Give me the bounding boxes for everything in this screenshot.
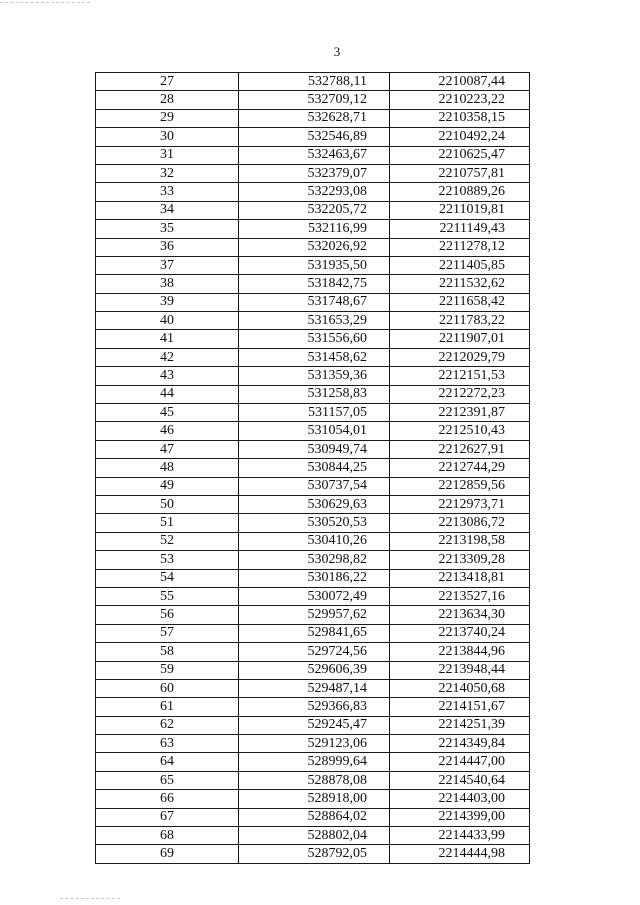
y-coordinate-cell: 2214447,00 <box>390 753 530 771</box>
point-number-cell: 33 <box>96 183 239 201</box>
table-row <box>96 367 530 385</box>
x-coordinate-cell: 529957,62 <box>239 606 390 624</box>
x-coordinate-cell: 528999,64 <box>239 753 390 771</box>
y-coordinate-cell: 2211907,01 <box>390 330 530 348</box>
x-coordinate-cell: 531458,62 <box>239 348 390 366</box>
y-coordinate-cell: 2212151,53 <box>390 367 530 385</box>
point-number-cell: 54 <box>96 569 239 587</box>
point-number-cell: 45 <box>96 404 239 422</box>
x-coordinate-cell: 530949,74 <box>239 440 390 458</box>
x-coordinate-cell: 531935,50 <box>239 256 390 274</box>
y-coordinate-cell: 2213740,24 <box>390 624 530 642</box>
table-row <box>96 532 530 550</box>
x-coordinate-cell: 529841,65 <box>239 624 390 642</box>
point-number-cell: 43 <box>96 367 239 385</box>
x-coordinate-cell: 528864,02 <box>239 808 390 826</box>
y-coordinate-cell: 2212744,29 <box>390 459 530 477</box>
y-coordinate-cell: 2214433,99 <box>390 827 530 845</box>
table-row <box>96 735 530 753</box>
y-coordinate-cell: 2212627,91 <box>390 440 530 458</box>
table-row <box>96 495 530 513</box>
point-number-cell: 59 <box>96 661 239 679</box>
point-number-cell: 29 <box>96 109 239 127</box>
y-coordinate-cell: 2214444,98 <box>390 845 530 863</box>
x-coordinate-cell: 532116,99 <box>239 220 390 238</box>
y-coordinate-cell: 2213634,30 <box>390 606 530 624</box>
y-coordinate-cell: 2212973,71 <box>390 495 530 513</box>
x-coordinate-cell: 529606,39 <box>239 661 390 679</box>
x-coordinate-cell: 532628,71 <box>239 109 390 127</box>
table-row <box>96 422 530 440</box>
table-row <box>96 109 530 127</box>
point-number-cell: 35 <box>96 220 239 238</box>
table-row <box>96 183 530 201</box>
point-number-cell: 68 <box>96 827 239 845</box>
table-row <box>96 643 530 661</box>
y-coordinate-cell: 2212029,79 <box>390 348 530 366</box>
x-coordinate-cell: 531157,05 <box>239 404 390 422</box>
point-number-cell: 42 <box>96 348 239 366</box>
table-row <box>96 551 530 569</box>
x-coordinate-cell: 530629,63 <box>239 495 390 513</box>
point-number-cell: 63 <box>96 735 239 753</box>
x-coordinate-cell: 530072,49 <box>239 587 390 605</box>
table-row <box>96 808 530 826</box>
table-row <box>96 698 530 716</box>
x-coordinate-cell: 529487,14 <box>239 679 390 697</box>
x-coordinate-cell: 532546,89 <box>239 128 390 146</box>
point-number-cell: 65 <box>96 771 239 789</box>
x-coordinate-cell: 532379,07 <box>239 164 390 182</box>
table-row <box>96 220 530 238</box>
point-number-cell: 36 <box>96 238 239 256</box>
y-coordinate-cell: 2210223,22 <box>390 91 530 109</box>
x-coordinate-cell: 532788,11 <box>239 73 390 91</box>
table-row <box>96 790 530 808</box>
x-coordinate-cell: 529123,06 <box>239 735 390 753</box>
scan-artifact-top <box>0 2 90 3</box>
point-number-cell: 62 <box>96 716 239 734</box>
x-coordinate-cell: 530186,22 <box>239 569 390 587</box>
point-number-cell: 49 <box>96 477 239 495</box>
x-coordinate-cell: 531748,67 <box>239 293 390 311</box>
table-row <box>96 238 530 256</box>
point-number-cell: 31 <box>96 146 239 164</box>
point-number-cell: 60 <box>96 679 239 697</box>
point-number-cell: 44 <box>96 385 239 403</box>
x-coordinate-cell: 529724,56 <box>239 643 390 661</box>
table-row <box>96 459 530 477</box>
point-number-cell: 48 <box>96 459 239 477</box>
point-number-cell: 30 <box>96 128 239 146</box>
point-number-cell: 56 <box>96 606 239 624</box>
y-coordinate-cell: 2210625,47 <box>390 146 530 164</box>
table-row <box>96 256 530 274</box>
x-coordinate-cell: 529245,47 <box>239 716 390 734</box>
x-coordinate-cell: 531054,01 <box>239 422 390 440</box>
x-coordinate-cell: 530298,82 <box>239 551 390 569</box>
point-number-cell: 32 <box>96 164 239 182</box>
point-number-cell: 69 <box>96 845 239 863</box>
y-coordinate-cell: 2211658,42 <box>390 293 530 311</box>
y-coordinate-cell: 2213418,81 <box>390 569 530 587</box>
point-number-cell: 67 <box>96 808 239 826</box>
point-number-cell: 50 <box>96 495 239 513</box>
table-row <box>96 827 530 845</box>
y-coordinate-cell: 2214251,39 <box>390 716 530 734</box>
y-coordinate-cell: 2212391,87 <box>390 404 530 422</box>
x-coordinate-cell: 532026,92 <box>239 238 390 256</box>
y-coordinate-cell: 2213844,96 <box>390 643 530 661</box>
x-coordinate-cell: 528802,04 <box>239 827 390 845</box>
x-coordinate-cell: 530410,26 <box>239 532 390 550</box>
table-row <box>96 440 530 458</box>
table-row <box>96 164 530 182</box>
table-row <box>96 385 530 403</box>
y-coordinate-cell: 2210492,24 <box>390 128 530 146</box>
y-coordinate-cell: 2211405,85 <box>390 256 530 274</box>
point-number-cell: 57 <box>96 624 239 642</box>
point-number-cell: 47 <box>96 440 239 458</box>
y-coordinate-cell: 2213198,58 <box>390 532 530 550</box>
y-coordinate-cell: 2214349,84 <box>390 735 530 753</box>
coordinates-table <box>95 72 530 864</box>
y-coordinate-cell: 2210087,44 <box>390 73 530 91</box>
point-number-cell: 28 <box>96 91 239 109</box>
table-row <box>96 330 530 348</box>
table-row <box>96 753 530 771</box>
y-coordinate-cell: 2213309,28 <box>390 551 530 569</box>
x-coordinate-cell: 528792,05 <box>239 845 390 863</box>
point-number-cell: 41 <box>96 330 239 348</box>
x-coordinate-cell: 532709,12 <box>239 91 390 109</box>
table-row <box>96 569 530 587</box>
table-row <box>96 477 530 495</box>
table-row <box>96 348 530 366</box>
table-row <box>96 661 530 679</box>
table-row <box>96 845 530 863</box>
y-coordinate-cell: 2211278,12 <box>390 238 530 256</box>
table-row <box>96 606 530 624</box>
table-row <box>96 771 530 789</box>
y-coordinate-cell: 2214540,64 <box>390 771 530 789</box>
y-coordinate-cell: 2210358,15 <box>390 109 530 127</box>
x-coordinate-cell: 530737,54 <box>239 477 390 495</box>
table-row <box>96 293 530 311</box>
table-row <box>96 587 530 605</box>
y-coordinate-cell: 2214151,67 <box>390 698 530 716</box>
point-number-cell: 27 <box>96 73 239 91</box>
table-row <box>96 275 530 293</box>
x-coordinate-cell: 531556,60 <box>239 330 390 348</box>
point-number-cell: 37 <box>96 256 239 274</box>
y-coordinate-cell: 2214403,00 <box>390 790 530 808</box>
y-coordinate-cell: 2212510,43 <box>390 422 530 440</box>
x-coordinate-cell: 530520,53 <box>239 514 390 532</box>
y-coordinate-cell: 2210889,26 <box>390 183 530 201</box>
point-number-cell: 38 <box>96 275 239 293</box>
point-number-cell: 46 <box>96 422 239 440</box>
x-coordinate-cell: 531258,83 <box>239 385 390 403</box>
table-row <box>96 404 530 422</box>
scan-artifact-bottom <box>60 898 120 899</box>
point-number-cell: 58 <box>96 643 239 661</box>
point-number-cell: 39 <box>96 293 239 311</box>
x-coordinate-cell: 530844,25 <box>239 459 390 477</box>
table-row <box>96 514 530 532</box>
y-coordinate-cell: 2212272,23 <box>390 385 530 403</box>
x-coordinate-cell: 532205,72 <box>239 201 390 219</box>
table-row <box>96 146 530 164</box>
table-row <box>96 624 530 642</box>
table-row <box>96 716 530 734</box>
point-number-cell: 52 <box>96 532 239 550</box>
y-coordinate-cell: 2212859,56 <box>390 477 530 495</box>
table-row <box>96 201 530 219</box>
x-coordinate-cell: 532293,08 <box>239 183 390 201</box>
y-coordinate-cell: 2214050,68 <box>390 679 530 697</box>
x-coordinate-cell: 528878,08 <box>239 771 390 789</box>
x-coordinate-cell: 529366,83 <box>239 698 390 716</box>
table-row <box>96 91 530 109</box>
point-number-cell: 34 <box>96 201 239 219</box>
y-coordinate-cell: 2211783,22 <box>390 312 530 330</box>
x-coordinate-cell: 531359,36 <box>239 367 390 385</box>
y-coordinate-cell: 2211149,43 <box>390 220 530 238</box>
table-row <box>96 679 530 697</box>
x-coordinate-cell: 528918,00 <box>239 790 390 808</box>
point-number-cell: 55 <box>96 587 239 605</box>
page-number: 3 <box>333 44 341 59</box>
y-coordinate-cell: 2214399,00 <box>390 808 530 826</box>
point-number-cell: 51 <box>96 514 239 532</box>
y-coordinate-cell: 2211019,81 <box>390 201 530 219</box>
x-coordinate-cell: 531842,75 <box>239 275 390 293</box>
y-coordinate-cell: 2213527,16 <box>390 587 530 605</box>
x-coordinate-cell: 532463,67 <box>239 146 390 164</box>
point-number-cell: 53 <box>96 551 239 569</box>
table-row <box>96 128 530 146</box>
y-coordinate-cell: 2211532,62 <box>390 275 530 293</box>
point-number-cell: 40 <box>96 312 239 330</box>
x-coordinate-cell: 531653,29 <box>239 312 390 330</box>
point-number-cell: 64 <box>96 753 239 771</box>
point-number-cell: 66 <box>96 790 239 808</box>
table-row <box>96 73 530 91</box>
y-coordinate-cell: 2210757,81 <box>390 164 530 182</box>
y-coordinate-cell: 2213086,72 <box>390 514 530 532</box>
point-number-cell: 61 <box>96 698 239 716</box>
coordinates-table-body <box>96 73 530 864</box>
table-row <box>96 312 530 330</box>
y-coordinate-cell: 2213948,44 <box>390 661 530 679</box>
